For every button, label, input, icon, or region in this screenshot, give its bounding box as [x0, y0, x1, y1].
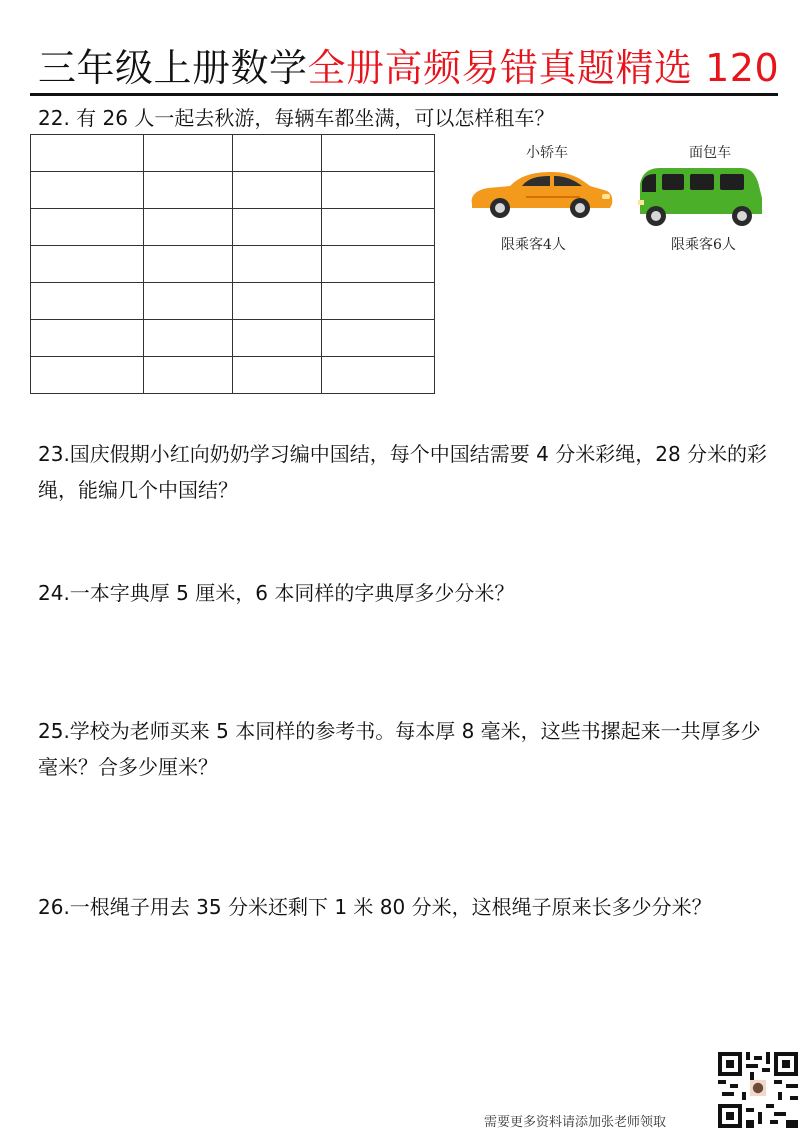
grid-cell	[144, 283, 233, 320]
page-title	[38, 46, 779, 90]
sedan-car-icon	[466, 168, 614, 220]
van-name: 面包车	[689, 145, 731, 161]
grid-cell	[31, 172, 144, 209]
grid-cell	[322, 209, 435, 246]
title-grade: 三年级上册数学	[38, 46, 308, 90]
van-capacity: 限乘客6人	[671, 237, 736, 253]
title-divider	[30, 93, 778, 96]
answer-grid	[30, 134, 435, 394]
grid-cell	[233, 283, 322, 320]
question-22: 22. 有 26 人一起去秋游，每辆车都坐满，可以怎样租车？	[38, 106, 555, 130]
grid-cell	[31, 135, 144, 172]
grid-row	[31, 172, 435, 209]
grid-cell	[233, 246, 322, 283]
grid-cell	[31, 357, 144, 394]
grid-cell	[31, 283, 144, 320]
grid-cell	[144, 172, 233, 209]
grid-cell	[144, 135, 233, 172]
grid-row	[31, 283, 435, 320]
grid-row	[31, 357, 435, 394]
title-collection: 全册高频易错真题精选 120	[307, 46, 780, 90]
grid-cell	[31, 246, 144, 283]
grid-cell	[233, 135, 322, 172]
grid-cell	[144, 209, 233, 246]
question-23: 23.国庆假期小红向奶奶学习编中国结，每个中国结需要 4 分米彩绳，28 分米的彩绳，能编几个中国结？	[38, 442, 768, 502]
grid-row	[31, 246, 435, 283]
question-24: 24.一本字典厚 5 厘米，6 本同样的字典厚多少分米？	[38, 581, 515, 605]
car-capacity: 限乘客4人	[501, 237, 566, 253]
grid-cell	[233, 172, 322, 209]
question-26: 26.一根绳子用去 35 分米还剩下 1 米 80 分米，这根绳子原来长多少分米？	[38, 895, 712, 919]
grid-row	[31, 135, 435, 172]
grid-cell	[144, 357, 233, 394]
grid-cell	[31, 209, 144, 246]
footer-contact-note: 需要更多资料请添加张老师领取	[484, 1115, 667, 1130]
question-25: 25.学校为老师买来 5 本同样的参考书。每本厚 8 毫米，这些书摞起来一共厚多少毫米？合多少厘米？	[38, 719, 761, 779]
grid-cell	[322, 172, 435, 209]
minivan-icon	[636, 164, 766, 228]
grid-cell	[322, 357, 435, 394]
grid-row	[31, 209, 435, 246]
grid-cell	[233, 209, 322, 246]
grid-cell	[322, 135, 435, 172]
car-name: 小轿车	[526, 145, 568, 161]
grid-cell	[233, 357, 322, 394]
grid-row	[31, 320, 435, 357]
grid-cell	[144, 320, 233, 357]
grid-cell	[31, 320, 144, 357]
grid-cell	[322, 320, 435, 357]
qr-code-icon	[718, 1052, 798, 1128]
grid-cell	[322, 283, 435, 320]
grid-cell	[233, 320, 322, 357]
grid-cell	[322, 246, 435, 283]
grid-cell	[144, 246, 233, 283]
